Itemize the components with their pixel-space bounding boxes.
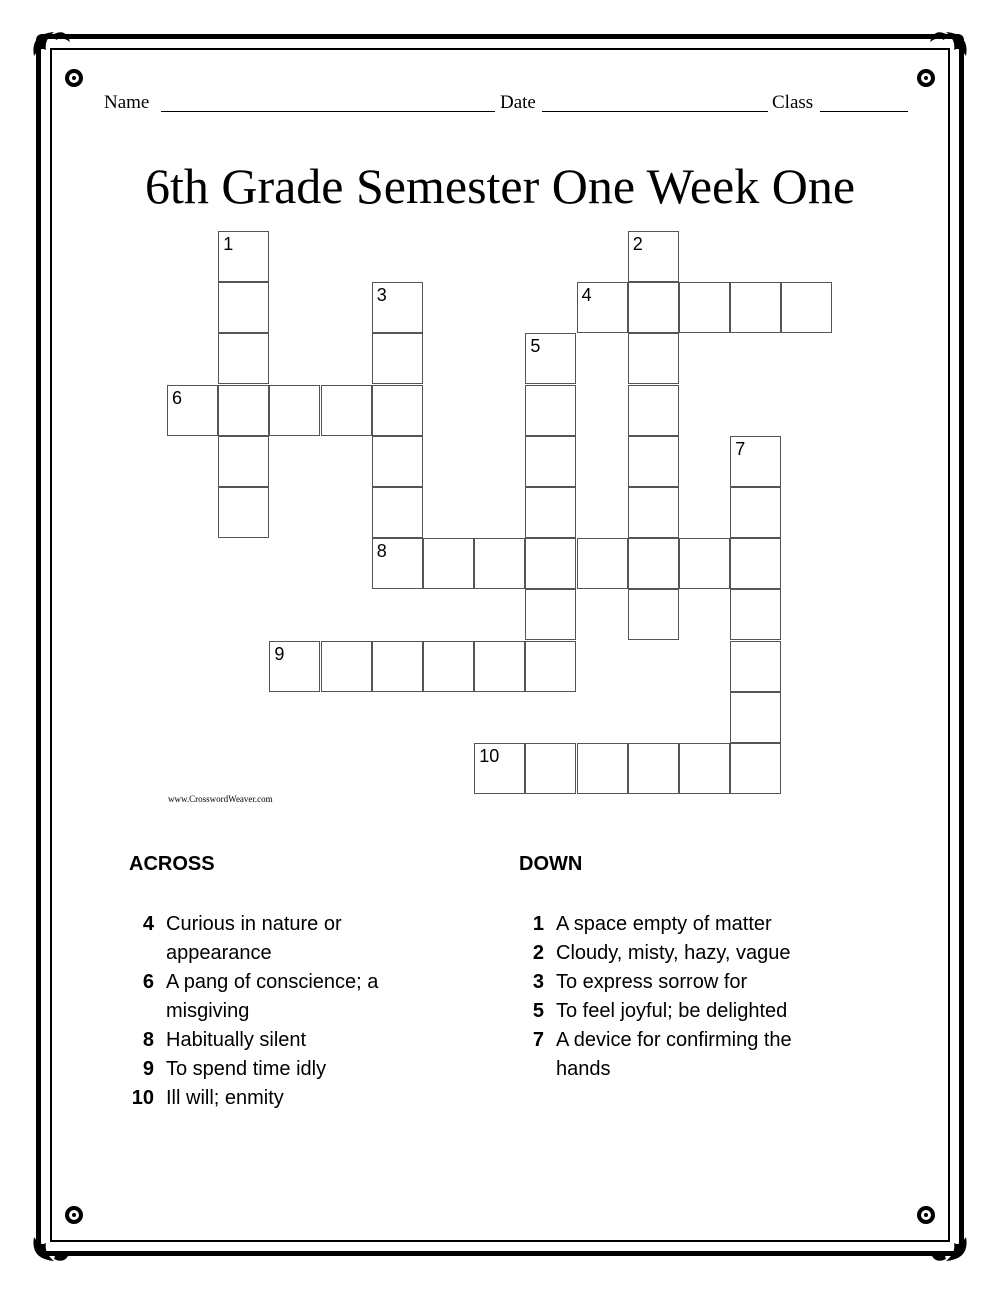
grid-cell[interactable] [730,692,781,743]
grid-cell[interactable] [679,743,730,794]
grid-cell[interactable] [525,589,576,640]
grid-cell[interactable] [218,385,269,436]
clue-text: Ill will; enmity [166,1087,284,1109]
grid-cell[interactable] [730,487,781,538]
grid-cell[interactable] [628,231,679,282]
grid-cell[interactable] [730,589,781,640]
grid-cell[interactable] [218,333,269,384]
grid-cell[interactable] [679,538,730,589]
across-heading: ACROSS [129,853,215,875]
clue-number: 1 [223,234,234,254]
clue-number: 5 [530,336,541,357]
down-clue [520,1026,830,1084]
grid-cell[interactable] [628,487,679,538]
grid-cell[interactable] [525,538,576,589]
grid-cell[interactable] [218,487,269,538]
grid-cell[interactable] [730,282,781,333]
clue-text: Cloudy, misty, hazy, vague [556,942,791,964]
grid-cell[interactable] [525,743,576,794]
grid-cell[interactable] [321,385,372,436]
grid-cell[interactable] [372,436,423,487]
clue-number: 2 [532,942,544,964]
grid-cell[interactable] [269,385,320,436]
grid-cell[interactable] [218,231,269,282]
grid-cell[interactable] [679,282,730,333]
across-clue-list [130,910,420,1113]
grid-cell[interactable] [577,538,628,589]
clue-number: 1 [532,913,544,935]
class-label: Class [772,92,814,113]
grid-cell[interactable] [525,385,576,436]
across-clue [130,910,420,968]
grid-cell[interactable] [628,436,679,487]
across-clue [130,1084,420,1113]
down-clue [520,939,830,968]
clue-number: 8 [142,1029,154,1051]
clue-number: 3 [376,285,387,306]
name-label: Name [104,92,150,113]
grid-cell[interactable] [628,282,679,333]
clue-number: 4 [581,285,592,306]
clue-text: Curious in nature or appearance [166,913,342,964]
date-label: Date [500,92,536,113]
grid-cell[interactable] [474,538,525,589]
clue-number: 6 [172,387,183,408]
across-clue [130,1055,420,1084]
grid-cell[interactable] [730,538,781,589]
grid-cell[interactable] [628,385,679,436]
grid-cell[interactable] [730,436,781,487]
grid-cell[interactable] [218,282,269,333]
across-clue [130,1026,420,1055]
grid-cell[interactable] [525,641,576,692]
clue-text: A pang of conscience; a misgiving [166,971,379,1022]
grid-cell[interactable] [372,385,423,436]
grid-cell[interactable] [423,641,474,692]
grid-cell[interactable] [525,436,576,487]
grid-cell[interactable] [781,282,832,333]
clue-text: A space empty of matter [556,913,772,935]
clue-number: 7 [532,1029,544,1051]
clue-number: 8 [376,541,387,562]
grid-cell[interactable] [730,641,781,692]
clue-text: A device for confirming the hands [556,1029,792,1080]
grid-cell[interactable] [577,743,628,794]
grid-cell[interactable] [218,436,269,487]
clue-number: 9 [142,1058,154,1080]
down-heading: DOWN [519,853,583,875]
grid-cell[interactable] [372,333,423,384]
grid-cell[interactable] [628,589,679,640]
clue-number: 6 [142,971,154,993]
across-clue [130,968,420,1026]
grid-cell[interactable] [372,641,423,692]
grid-cell[interactable] [628,538,679,589]
down-clue-list [520,910,830,1084]
clue-text: To spend time idly [166,1058,327,1080]
grid-cell[interactable] [269,641,320,692]
clue-number: 5 [532,1000,544,1022]
grid-cell[interactable] [372,538,423,589]
page-title: 6th Grade Semester One Week One [144,158,856,214]
clue-number: 10 [479,746,500,766]
clue-text: To express sorrow for [556,971,748,993]
down-clue [520,997,830,1026]
grid-cell[interactable] [423,538,474,589]
grid-cell[interactable] [730,743,781,794]
clue-number: 9 [274,643,285,664]
grid-cell[interactable] [525,487,576,538]
credit-text: www.CrosswordWeaver.com [168,794,273,804]
clue-number: 4 [142,913,154,935]
grid-cell[interactable] [577,282,628,333]
grid-cell[interactable] [167,385,218,436]
clue-number: 10 [131,1087,154,1109]
grid-cell[interactable] [474,641,525,692]
grid-cell[interactable] [321,641,372,692]
grid-cell[interactable] [628,743,679,794]
clue-number: 3 [532,971,544,993]
down-clue [520,910,830,939]
grid-cell[interactable] [474,743,525,794]
clue-number: 2 [632,234,643,254]
grid-cell[interactable] [372,487,423,538]
clue-text: Habitually silent [166,1029,307,1051]
grid-cell[interactable] [628,333,679,384]
down-clue [520,968,830,997]
grid-cell[interactable] [525,333,576,384]
clue-number: 7 [735,438,746,459]
clue-text: To feel joyful; be delighted [556,1000,788,1022]
grid-cell[interactable] [372,282,423,333]
